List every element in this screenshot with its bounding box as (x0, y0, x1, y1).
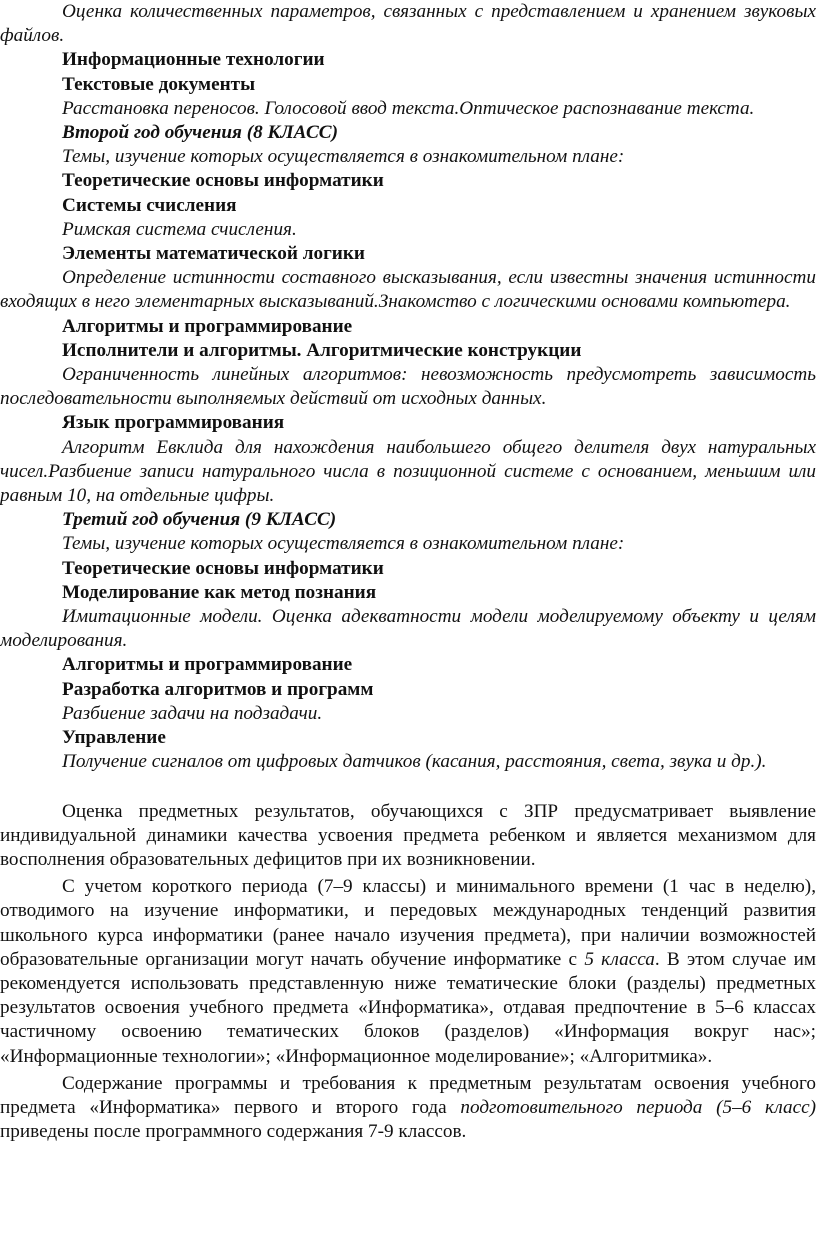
paragraph-emphasis: подготовительного периода (5–6 класс) (460, 1096, 816, 1118)
section-heading: Теоретические основы информатики (62, 557, 384, 579)
section-heading: Алгоритмы и программирование (62, 654, 353, 676)
paragraph-text: . В этом случае им рекомендуется использовать представленную ниже тематические блоки (разделы) предметных результатов освоения учебного предмета «Информатика», отдавая предпочтение в 5–6 классах частичному освоению тематических блоков (разделов) «Информация вокруг нас»; «Информационные технологии»; «Информационное моделирование»; «Алгоритмика». (0, 948, 816, 1067)
intro-note: Темы, изучение которых осуществляется в ознакомительном плане: (62, 146, 625, 168)
topic-text: Расстановка переносов. Голосовой ввод текста.Оптическое распознавание текста. (62, 97, 755, 119)
body-paragraph: Оценка предметных результатов, обучающихся с ЗПР предусматривает выявление индивидуальной динамики качества усвоения предмета ребенком и является механизмом для восполнения образовательных дефицитов при их возникновении. (0, 800, 816, 870)
topic-text: Алгоритм Евклида для нахождения наибольшего общего делителя двух натуральных чисел.Разбиение записи натурального числа в позиционной системе с основанием, меньшим или равным 10, на отдельные цифры. (0, 436, 816, 507)
body-paragraph (0, 875, 816, 1069)
subsection-heading: Системы счисления (62, 194, 237, 216)
topic-text: Имитационные модели. Оценка адекватности модели моделируемому объекту и целям моделирования. (0, 606, 816, 652)
subsection-heading: Текстовые документы (62, 73, 256, 95)
paragraph-text: приведены после программного содержания 7-9 классов. (0, 1121, 467, 1143)
topic-text: Получение сигналов от цифровых датчиков (касания, расстояния, света, звука и др.). (62, 751, 767, 773)
topic-text: Оценка количественных параметров, связанных с представлением и хранением звуковых файлов. (0, 1, 816, 47)
subsection-heading: Управление (62, 727, 166, 749)
intro-note: Темы, изучение которых осуществляется в ознакомительном плане: (62, 533, 625, 555)
topic-text: Ограниченность линейных алгоритмов: невозможность предусмотреть зависимость последовательности выполняемых действий от исходных данных. (0, 364, 816, 410)
subsection-heading: Моделирование как метод познания (62, 581, 377, 603)
body-paragraph (0, 1072, 816, 1145)
paragraph-text: С учетом короткого периода (7–9 классы) и минимального времени (1 час в неделю), отводимого на изучение информатики, и передовых международных тенденций развития школьного курса информатики (ранее начало изучения предмета), при наличии возможностей образовательные организации могут начать обучение информатике с (0, 876, 816, 970)
topic-text: Определение истинности составного высказывания, если известны значения истинности входящих в него элементарных высказываний.Знакомство с логическими основами компьютера. (0, 267, 816, 313)
paragraph-emphasis: 5 класса (584, 948, 655, 970)
paragraph-text: Содержание программы и требования к предметным результатам освоения учебного предмета «Информатика» первого и второго года (0, 1072, 816, 1118)
subsection-heading: Элементы математической логики (62, 243, 365, 265)
subsection-heading: Исполнители и алгоритмы. Алгоритмические конструкции (62, 339, 582, 361)
topic-text: Разбиение задачи на подзадачи. (62, 702, 323, 724)
section-heading: Теоретические основы информатики (62, 170, 384, 192)
year-heading: Третий год обучения (9 КЛАСС) (62, 509, 337, 531)
year-heading: Второй год обучения (8 КЛАСС) (62, 122, 338, 144)
section-heading: Информационные технологии (62, 49, 325, 71)
subsection-heading: Разработка алгоритмов и программ (62, 678, 374, 700)
section-heading: Алгоритмы и программирование (62, 315, 353, 337)
paragraph-spacer (0, 775, 816, 800)
subsection-heading: Язык программирования (62, 412, 285, 434)
topic-text: Римская система счисления. (62, 218, 297, 240)
